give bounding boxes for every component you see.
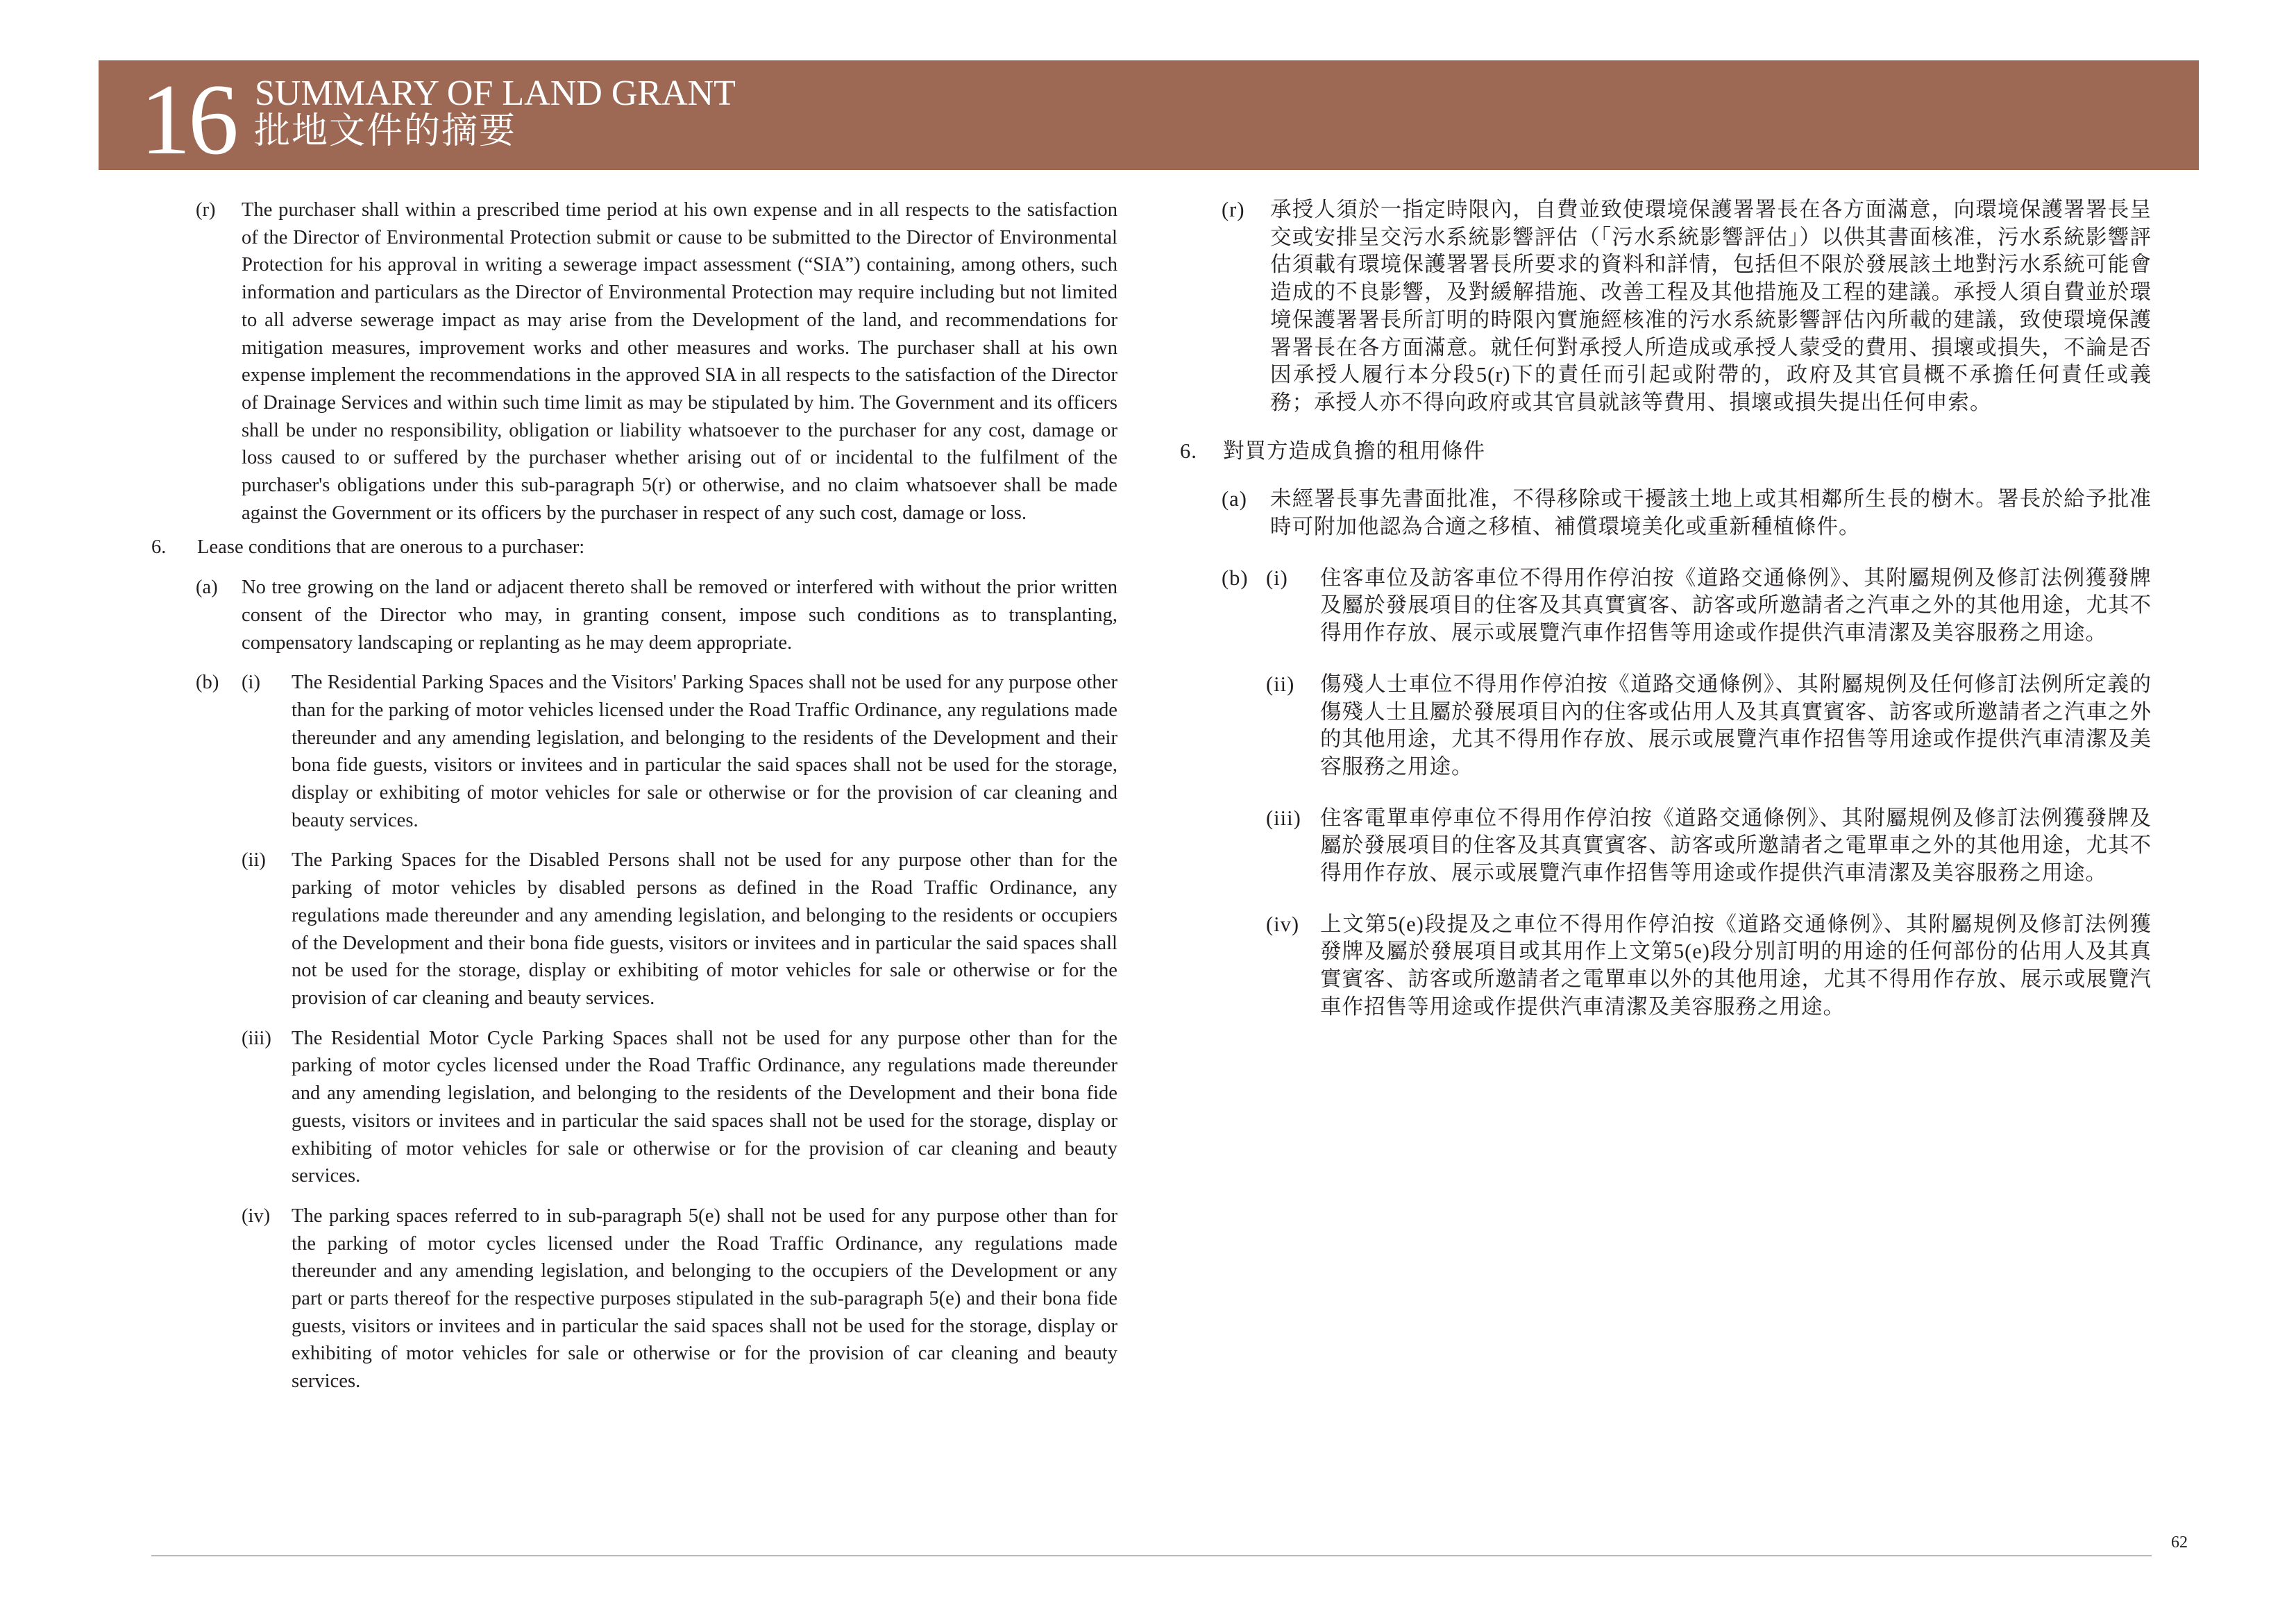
sub-clause-label: (ii) xyxy=(242,849,266,872)
section-text: Lease conditions that are onerous to a purchaser: xyxy=(197,536,585,559)
clause-5r-en xyxy=(151,196,1117,527)
clause-label: (a) xyxy=(1222,487,1247,511)
sub-clause-label: (iv) xyxy=(242,1205,271,1227)
english-column xyxy=(151,196,1117,1395)
clause-text: 未經署長事先書面批准，不得移除或干擾該土地上或其相鄰所生長的樹木。署長於給予批准時可附加他認為合適之移植、補償環境美化或重新種植條件。 xyxy=(1270,487,2152,539)
sub-clause-text: 上文第5(e)段提及之車位不得用作停泊按《道路交通條例》、其附屬規例及修訂法例獲發牌及屬於發展項目或其用作上文第5(e)段分別訂明的用途的任何部份的佔用人及其真實賓客、訪客或所邀請者之電單車以外的其他用途，尤其不得用作存放、展示或展覽汽車作招售等用途或作提供汽車清潔及美容服務之用途。 xyxy=(1320,912,2152,1019)
section-6-heading-zh xyxy=(1180,438,2152,466)
sub-clause-label: (iv) xyxy=(1266,912,1300,936)
sub-clause-text: The Parking Spaces for the Disabled Persons shall not be used for any purpose other than for the parking of motor vehicles by disabled persons as defined in the Road Traffic Ordinance, any regulations made thereunder and any amending legislation, and belonging to the residents or occupiers of the Development and their bona fide guests, visitors or invitees and in particular the said spaces shall not be used for the storage, display or exhibiting of motor vehicles for sale or otherwise or for the provision of car cleaning and beauty services. xyxy=(292,849,1117,1009)
clause-6a-en xyxy=(151,574,1117,656)
clause-text: No tree growing on the land or adjacent thereto shall be removed or interfered with without the prior written consent of the Director who may, in granting consent, impose such conditions as to transplanting, compensatory landscaping or replanting as he may deem appropriate. xyxy=(242,577,1117,654)
section-number: 16 xyxy=(140,63,236,176)
sub-clause-text: The Residential Motor Cycle Parking Spaces shall not be used for any purpose other than for the parking of motor cycles licensed under the Road Traffic Ordinance, any regulations made thereunder and any amending legislation, and belonging to the residents of the Development and their bona fide guests, visitors or invitees and in particular the said spaces shall not be used for the storage, display or exhibiting of motor vehicles for sale or otherwise or for the provision of car cleaning and beauty services. xyxy=(292,1027,1117,1187)
clause-label: (b) xyxy=(1222,566,1249,590)
clause-6b-ii-zh xyxy=(1180,671,2152,781)
section-header-banner xyxy=(99,60,2199,176)
clause-6a-zh xyxy=(1180,486,2152,541)
sub-clause-text: 住客電單車停車位不得用作停泊按《道路交通條例》、其附屬規例及修訂法例獲發牌及屬於發展項目的住客及其真實賓客、訪客或所邀請者之電單車之外的其他用途，尤其不得用作存放、展示或展覽汽車作招售等用途或作提供汽車清潔及美容服務之用途。 xyxy=(1320,806,2152,885)
clause-text: 承授人須於一指定時限內，自費並致使環境保護署署長在各方面滿意，向環境保護署署長呈交或安排呈交污水系統影響評估（「污水系統影響評估」）以供其書面核准，污水系統影響評估須載有環境保護署署長所要求的資料和詳情，包括但不限於發展該土地對污水系統可能會造成的不良影響，及對緩解措施、改善工程及其他措施及工程的建議。承授人須自費並於環境保護署署長所訂明的時限內實施經核准的污水系統影響評估內所載的建議，致使環境保護署署長在各方面滿意。就任何對承授人所造成或承授人蒙受的費用、損壞或損失，不論是否因承授人履行本分段5(r)下的責任而引起或附帶的，政府及其官員概不承擔任何責任或義務；承授人亦不得向政府或其官員就該等費用、損壞或損失提出任何申索。 xyxy=(1270,198,2152,414)
section-label: 6. xyxy=(1180,439,1197,463)
sub-clause-text: The Residential Parking Spaces and the Visitors' Parking Spaces shall not be used for any purpose other than for the parking of motor vehicles licensed under the Road Traffic Ordinance, any regulations made thereunder and any amending legislation, and belonging to the residents of the Development and their bona fide guests, visitors or invitees and in particular the said spaces shall not be used for the storage, display or exhibiting of motor vehicles for sale or otherwise or for the provision of car cleaning and beauty services. xyxy=(292,672,1117,831)
sub-clause-label: (ii) xyxy=(1266,672,1295,696)
clause-label: (a) xyxy=(196,577,218,599)
page-number: 62 xyxy=(2171,1533,2188,1552)
section-6-heading-en xyxy=(151,534,1117,561)
sub-clause-label: (iii) xyxy=(1266,806,1301,830)
sub-clause-label: (iii) xyxy=(242,1027,271,1049)
sub-clause-text: 傷殘人士車位不得用作停泊按《道路交通條例》、其附屬規例及任何修訂法例所定義的傷殘人士且屬於發展項目內的住客或佔用人及其真實賓客、訪客或所邀請者之汽車之外的其他用途，尤其不得用作存放、展示或展覽汽車作招售等用途或作提供汽車清潔及美容服務之用途。 xyxy=(1320,672,2152,779)
clause-6b-i-zh xyxy=(1180,565,2152,647)
footer-divider xyxy=(151,1555,2152,1556)
section-title-english: SUMMARY OF LAND GRANT xyxy=(255,74,736,113)
clause-5r-zh xyxy=(1180,196,2152,417)
clause-text: The purchaser shall within a prescribed time period at his own expense and in all respects to the satisfaction of the Director of Environmental Protection submit or cause to be submitted to the Director of Environmental Protection for his approval in writing a sewerage impact assessment (“SIA”) containing, among others, such information and particulars as the Director of Environmental Protection may require including but not limited to all adverse sewerage impact as may arise from the Development of the land, and recommendations for mitigation measures, improvement works and other measures and works. The purchaser shall at his own expense implement the recommendations in the approved SIA in all respects to the satisfaction of the Director of Drainage Services and within such time limit as may be stipulated by him. The Government and its officers shall be under no responsibility, obligation or liability whatsoever to the purchaser for any cost, damage or loss caused to or suffered by the purchaser whether arising out of or incidental to the fulfilment of the purchaser's obligations under this sub-paragraph 5(r) or otherwise, and no claim whatsoever shall be made against the Government or its officers by the purchaser in respect of any such cost, damage or loss. xyxy=(242,199,1117,524)
clause-label: (r) xyxy=(196,199,216,221)
clause-6b-iv-en xyxy=(151,1203,1117,1395)
sub-clause-label: (i) xyxy=(1266,566,1288,590)
clause-6b-iii-en xyxy=(151,1025,1117,1190)
clause-label: (b) xyxy=(196,672,219,694)
section-text: 對買方造成負擔的租用條件 xyxy=(1223,439,1485,463)
clause-6b-i-en xyxy=(151,669,1117,834)
clause-6b-iv-zh xyxy=(1180,911,2152,1021)
clause-label: (r) xyxy=(1222,198,1245,221)
clause-6b-ii-en xyxy=(151,847,1117,1012)
chinese-column xyxy=(1180,196,2152,1021)
sub-clause-label: (i) xyxy=(242,672,260,694)
section-title-chinese: 批地文件的摘要 xyxy=(254,112,517,151)
section-label: 6. xyxy=(151,536,167,559)
clause-6b-iii-zh xyxy=(1180,805,2152,887)
sub-clause-text: The parking spaces referred to in sub-paragraph 5(e) shall not be used for any purpose other than for the parking of motor cycles licensed under the Road Traffic Ordinance, any regulations made thereunder and any amending legislation, and belonging to the occupiers of the Development or any part or parts thereof for the respective purposes stipulated in the sub-paragraph 5(e) and their bona fide guests, visitors or invitees and in particular the said spaces shall not be used for the storage, display or exhibiting of motor vehicles for sale or otherwise or for the provision of car cleaning and beauty services. xyxy=(292,1205,1117,1393)
sub-clause-text: 住客車位及訪客車位不得用作停泊按《道路交通條例》、其附屬規例及修訂法例獲發牌及屬於發展項目的住客及其真實賓客、訪客或所邀請者之汽車之外的其他用途，尤其不得用作存放、展示或展覽汽車作招售等用途或作提供汽車清潔及美容服務之用途。 xyxy=(1320,566,2152,645)
